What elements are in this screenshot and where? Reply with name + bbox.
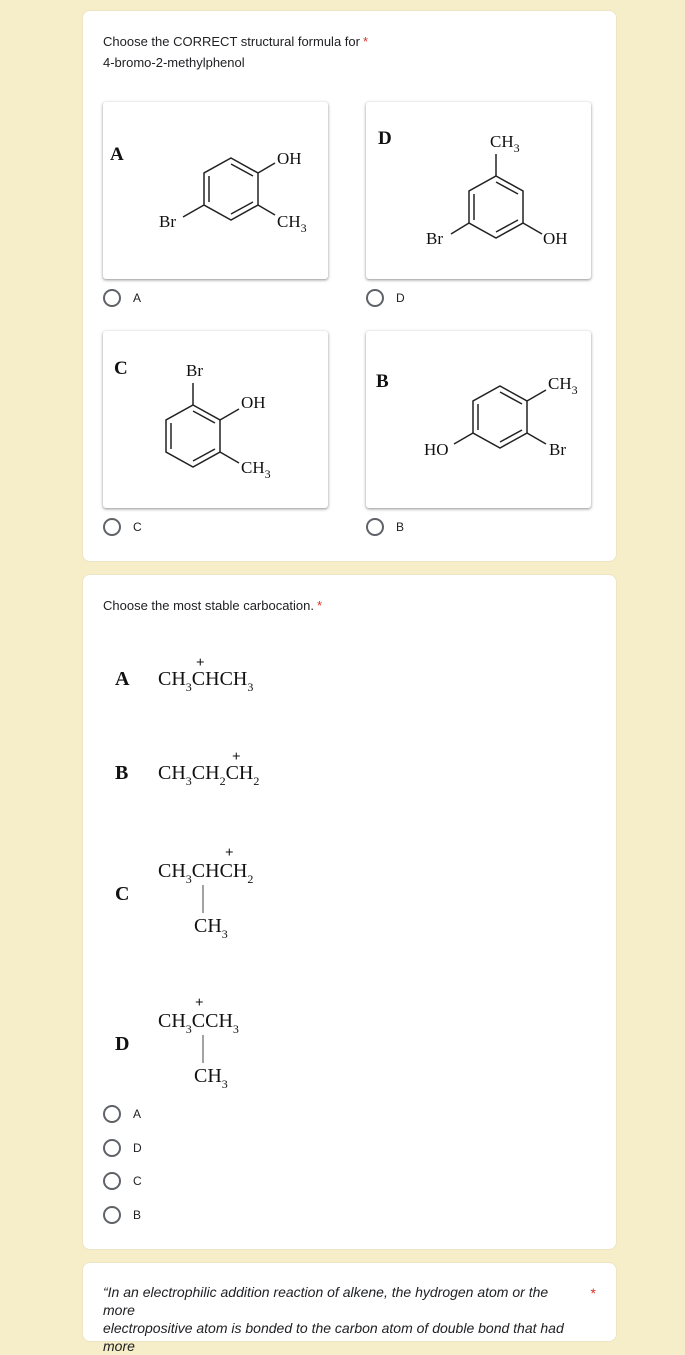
question-title-text: Choose the CORRECT structural formula for (103, 34, 360, 49)
svg-text:OH: OH (241, 393, 266, 412)
option-image-a (103, 102, 328, 279)
option-label: C (133, 520, 142, 534)
svg-text:CH3: $CH_3$ (194, 915, 228, 941)
option-label: D (396, 291, 405, 305)
svg-text:+: + (225, 845, 234, 861)
svg-text:OH: OH (277, 149, 302, 168)
question-title-compound: 4-bromo-2-methylphenol (103, 55, 245, 70)
question-title (103, 31, 368, 73)
svg-text:CH3CH2CH2: $CH_3CH_2CH_2$ (158, 762, 260, 788)
structure-b-diagram (366, 331, 591, 508)
question-title (103, 595, 322, 616)
radio-button[interactable] (366, 518, 384, 536)
radio-option-d[interactable] (366, 289, 405, 307)
structure-letter: A (110, 144, 124, 165)
structure-d (115, 995, 239, 1091)
svg-text:Br: Br (186, 361, 203, 380)
svg-text:HO: HO (424, 440, 449, 459)
svg-text:CH3: $CH_3$ (490, 132, 520, 155)
structure-c (115, 845, 253, 941)
option-label: A (133, 1107, 142, 1121)
option-label: C (133, 1174, 142, 1188)
svg-text:D: D (115, 1033, 130, 1055)
radio-button[interactable] (103, 1139, 121, 1157)
svg-text:CH3CHCH2: $CH_3CHCH_2$ (158, 860, 254, 886)
svg-text:Br: Br (159, 212, 176, 231)
required-asterisk: * (590, 1285, 596, 1301)
option-label: A (133, 291, 142, 305)
svg-text:B: B (376, 371, 389, 392)
question-card-3 (82, 1262, 617, 1354)
radio-option-c[interactable] (103, 1172, 142, 1190)
radio-option-a[interactable] (103, 1105, 141, 1123)
svg-text:CH3: $CH_3$ (241, 458, 271, 481)
radio-button[interactable] (103, 1105, 121, 1123)
radio-button[interactable] (103, 1172, 121, 1190)
question-text-line: electropositive atom is bonded to the carbon atom of double bond that had more (103, 1320, 564, 1354)
svg-text:+: + (232, 749, 241, 765)
option-image-c (103, 331, 328, 508)
radio-button[interactable] (103, 1206, 121, 1224)
svg-text:CH3: $CH_3$ (194, 1065, 228, 1091)
svg-text:CH3: $CH_3$ (277, 212, 307, 235)
required-asterisk: * (317, 598, 323, 613)
option-label: D (133, 1141, 142, 1155)
svg-text:+: + (195, 995, 204, 1011)
option-image-b (366, 331, 591, 508)
question-card-1 (82, 10, 617, 562)
radio-option-b[interactable] (366, 518, 404, 536)
svg-text:C: C (115, 883, 130, 905)
svg-text:CH3CCH3: $CH_3CCH_3$ (158, 1010, 239, 1036)
radio-button[interactable] (103, 518, 121, 536)
radio-button[interactable] (103, 289, 121, 307)
svg-text:C: C (114, 358, 128, 379)
radio-option-b[interactable] (103, 1206, 141, 1224)
structure-a (115, 655, 253, 694)
question-title (103, 1283, 573, 1355)
svg-text:CH3: $CH_3$ (548, 374, 578, 397)
structure-d-diagram (366, 102, 591, 279)
structure-c-diagram (103, 331, 328, 508)
svg-text:B: B (115, 762, 129, 784)
question-card-2 (82, 574, 617, 1250)
svg-text:A: A (115, 668, 130, 690)
svg-text:Br: Br (549, 440, 566, 459)
option-label: B (396, 520, 405, 534)
structure-a-diagram (103, 102, 328, 279)
svg-text:+: + (196, 655, 205, 671)
option-image-d (366, 102, 591, 279)
svg-text:D: D (378, 128, 392, 149)
question-title-text: Choose the most stable carbocation. (103, 598, 315, 613)
radio-option-c[interactable] (103, 518, 142, 536)
radio-option-a[interactable] (103, 289, 141, 307)
question-text-line: “In an electrophilic addition reaction of alkene, the hydrogen atom or the more (103, 1284, 549, 1318)
svg-text:CH3CHCH3: $CH_3CHCH_3$ (158, 668, 254, 694)
radio-button[interactable] (366, 289, 384, 307)
required-asterisk: * (362, 34, 369, 49)
carbocation-structures (103, 645, 403, 1145)
structure-b (115, 749, 259, 788)
svg-text:OH: OH (543, 229, 568, 248)
option-label: B (133, 1208, 142, 1222)
radio-option-d[interactable] (103, 1139, 142, 1157)
svg-text:Br: Br (426, 229, 443, 248)
